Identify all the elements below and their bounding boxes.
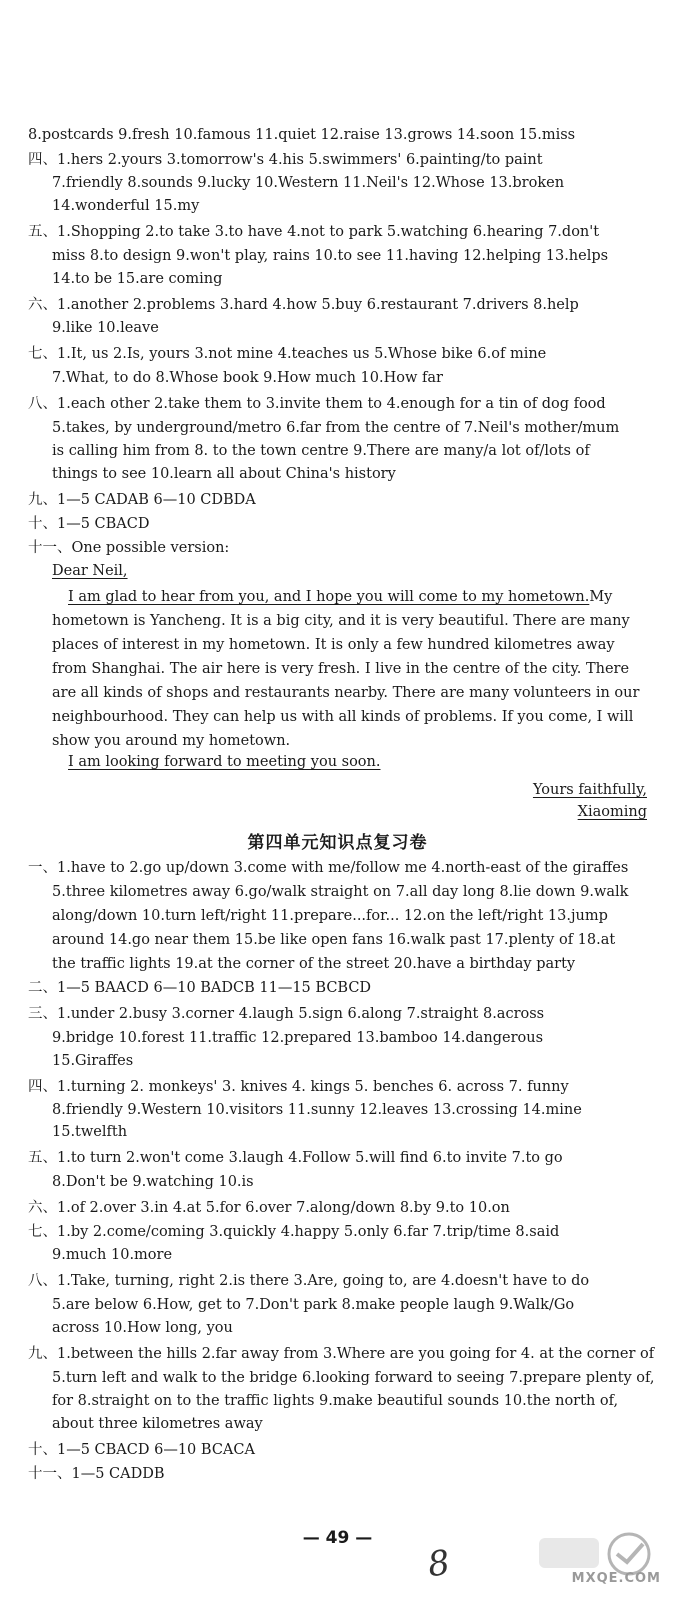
letter-line: show you around my hometown.	[52, 733, 291, 749]
page-number: — 49 —	[302, 1528, 373, 1548]
letter-line-tail: My	[589, 589, 613, 605]
watermark-text: MXQE.COM	[571, 1571, 661, 1586]
text-line: around 14.go near them 15.be like open fans 16.walk past 17.plenty of 18.at	[52, 932, 616, 948]
text-line: 八、1.each other 2.take them to 3.invite them to 4.enough for a tin of dog food	[28, 396, 606, 412]
text-line: 5.turn left and walk to the bridge 6.looking forward to seeing 7.prepare plenty of,	[52, 1370, 655, 1386]
letter-line: are all kinds of shops and restaurants nearby. There are many volunteers in our	[52, 685, 640, 701]
letter-closing-sentence: I am looking forward to meeting you soon.	[68, 754, 381, 770]
text-line: 15.Giraffes	[52, 1053, 134, 1069]
letter-signature: Xiaoming	[577, 804, 647, 820]
text-line: 五、1.to turn 2.won't come 3.laugh 4.Follow 5.will find 6.to invite 7.to go	[28, 1150, 563, 1166]
text-line: 十一、1—5 CADDB	[28, 1466, 165, 1482]
handwritten-mark: 8	[425, 1542, 453, 1586]
text-line: miss 8.to design 9.won't play, rains 10.to see 11.having 12.helping 13.helps	[52, 248, 609, 264]
letter-line: from Shanghai. The air here is very fresh. I live in the centre of the city. There	[52, 661, 630, 677]
text-line: 八、1.Take, turning, right 2.is there 3.Are, going to, are 4.doesn't have to do	[28, 1273, 590, 1289]
text-line: 四、1.turning 2. monkeys' 3. knives 4. kings 5. benches 6. across 7. funny	[28, 1079, 569, 1095]
text-line: 四、1.hers 2.yours 3.tomorrow's 4.his 5.swimmers' 6.painting/to paint	[28, 152, 543, 168]
letter-opening: I am glad to hear from you, and I hope you will come to my hometown.	[68, 589, 590, 605]
text-line: 九、1—5 CADAB 6—10 CDBDA	[28, 492, 256, 508]
text-line: 5.takes, by underground/metro 6.far from the centre of 7.Neil's mother/mum	[52, 420, 620, 436]
text-line: 七、1.by 2.come/coming 3.quickly 4.happy 5.only 6.far 7.trip/time 8.said	[28, 1224, 560, 1240]
text-line: 三、1.under 2.busy 3.corner 4.laugh 5.sign 6.along 7.straight 8.across	[28, 1006, 545, 1022]
text-line: 14.to be 15.are coming	[52, 271, 223, 287]
text-line: for 8.straight on to the traffic lights 9.make beautiful sounds 10.the north of,	[52, 1393, 619, 1409]
text-line: is calling him from 8. to the town centre 9.There are many/a lot of/lots of	[52, 443, 590, 459]
text-line: 一、1.have to 2.go up/down 3.come with me/follow me 4.north-east of the giraffes	[28, 860, 629, 876]
letter-line	[68, 587, 612, 607]
text-line: across 10.How long, you	[52, 1320, 233, 1336]
letter-line: places of interest in my hometown. It is only a few hundred kilometres away	[52, 637, 615, 653]
text-line: 二、1—5 BAACD 6—10 BADCB 11—15 BCBCD	[28, 980, 372, 996]
section-title: 第四单元知识点复习卷	[247, 833, 428, 853]
letter-line: hometown is Yancheng. It is a big city, and it is very beautiful. There are many	[52, 613, 630, 629]
text-line: 8.Don't be 9.watching 10.is	[52, 1174, 254, 1190]
page-number-value: 49	[325, 1528, 350, 1548]
text-line: 十、1—5 CBACD 6—10 BCACA	[28, 1442, 255, 1458]
text-line: things to see 10.learn all about China's history	[52, 466, 396, 482]
text-line: along/down 10.turn left/right 11.prepare...for... 12.on the left/right 13.jump	[52, 908, 608, 924]
letter-salutation: Dear Neil,	[52, 563, 128, 579]
text-line: 9.much 10.more	[52, 1247, 173, 1263]
text-line: the traffic lights 19.at the corner of the street 20.have a birthday party	[52, 956, 576, 972]
text-line: 六、1.of 2.over 3.in 4.at 5.for 6.over 7.along/down 8.by 9.to 10.on	[28, 1200, 510, 1216]
watermark-logo	[479, 1528, 669, 1592]
text-line: 15.twelfth	[52, 1124, 128, 1140]
text-line: 7.What, to do 8.Whose book 9.How much 10.How far	[52, 370, 443, 386]
text-line: 5.three kilometres away 6.go/walk straight on 7.all day long 8.lie down 9.walk	[52, 884, 629, 900]
text-line: 七、1.It, us 2.Is, yours 3.not mine 4.teaches us 5.Whose bike 6.of mine	[28, 346, 547, 362]
text-line: 8.friendly 9.Western 10.visitors 11.sunny 12.leaves 13.crossing 14.mine	[52, 1102, 582, 1118]
text-line: 7.friendly 8.sounds 9.lucky 10.Western 11.Neil's 12.Whose 13.broken	[52, 175, 565, 191]
text-line: 8.postcards 9.fresh 10.famous 11.quiet 12.raise 13.grows 14.soon 15.miss	[28, 127, 576, 143]
text-line: 14.wonderful 15.my	[52, 198, 200, 214]
text-line: 九、1.between the hills 2.far away from 3.Where are you going for 4. at the corner of	[28, 1346, 655, 1362]
text-line: 9.like 10.leave	[52, 320, 159, 336]
text-line: 十、1—5 CBACD	[28, 516, 150, 532]
letter-signoff: Yours faithfully,	[532, 782, 647, 798]
text-line: 9.bridge 10.forest 11.traffic 12.prepared 13.bamboo 14.dangerous	[52, 1030, 544, 1046]
text-line: 五、1.Shopping 2.to take 3.to have 4.not to park 5.watching 6.hearing 7.don't	[28, 224, 600, 240]
text-line: 5.are below 6.How, get to 7.Don't park 8.make people laugh 9.Walk/Go	[52, 1297, 575, 1313]
text-line: 十一、One possible version:	[28, 540, 230, 556]
text-line: about three kilometres away	[52, 1416, 263, 1432]
letter-line: neighbourhood. They can help us with all kinds of problems. If you come, I will	[52, 709, 634, 725]
text-line: 六、1.another 2.problems 3.hard 4.how 5.buy 6.restaurant 7.drivers 8.help	[28, 297, 579, 313]
